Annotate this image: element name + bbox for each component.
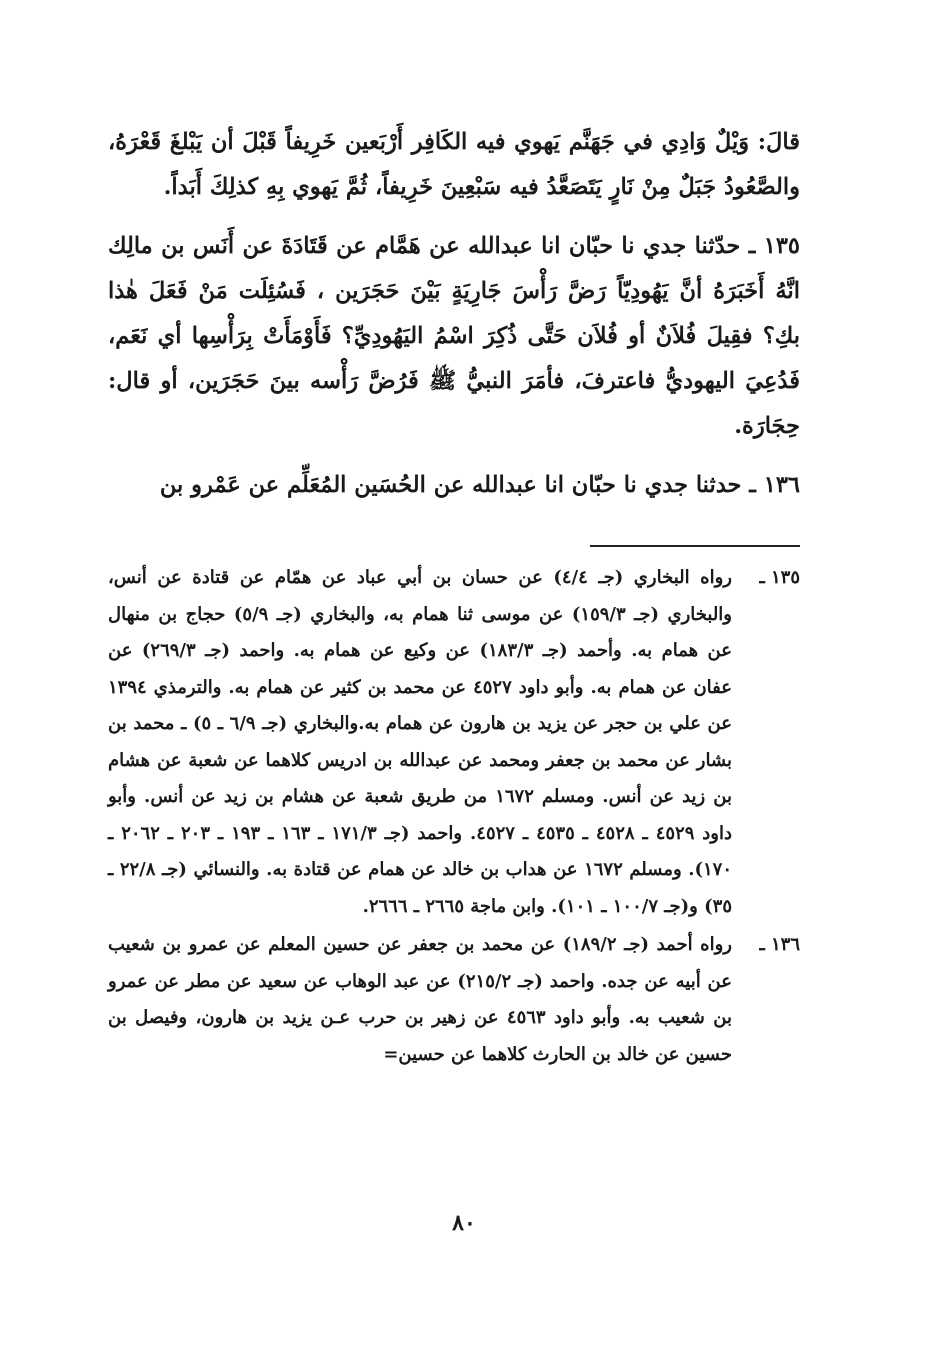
footnotes	[108, 560, 800, 1073]
footnote-text: رواه أحمد (جـ ١٨٩/٢) عن محمد بن جعفر عن حسين المعلم عن عمرو بن شعيب عن أبيه عن جده. واحمد (جـ ٢١٥/٢) عن عبد الوهاب عن سعيد عن مطر عن عمرو بن شعيب به. وأبو داود ٤٥٦٣ عن زهير بن حرب عـن يزيد بن هارون، وفيصل بن حسين عن خالد بن الحارث كلاهما عن حسين=	[108, 934, 732, 1065]
page-number: ٨٠	[452, 1210, 476, 1236]
footnote-number: ١٣٦ ـ	[759, 934, 800, 955]
paragraph-continuation	[108, 120, 800, 210]
paragraph-text: حدّثنا جدي نا حبّان انا عبدالله عن هَمَّام عن قَتَادَةَ عن أَنَس بن مالِك انَّهُ أَخَبَرَهُ أنَّ يَهُودِيّاً رَضَّ رَأْسَ جَارِيَةٍ بَيْنَ حَجَرَين ، فَسُئِلَت مَنْ فَعَلَ هٰذا بكِ؟ فقِيلَ فُلاَنٌ أو فُلاَن حَتَّى ذُكِرَ اسْمُ اليَهُودِيِّ؟ فَأَوْمَأَتْ بِرَأْسِها أي نَعَم، فَدُعِيَ اليهوديُّ فاعترفَ، فأمَرَ النبيُّ ﷺ فَرُضَّ رَأْسه بينَ حَجَرَين، أو قال: حِجَارَة.	[108, 233, 800, 439]
paragraph-hadith-135	[108, 224, 800, 449]
footnote-number: ١٣٥ ـ	[759, 567, 800, 588]
main-text	[108, 120, 800, 522]
hadith-number: ١٣٥ ـ	[748, 233, 800, 259]
paragraph-text: قالَ: وَيْلٌ وَادِي في جَهَنَّم يَهوي فيه الكَافِر أَرْبَعين خَرِيفاً قَبْلَ أن يَبْلغَ قَعْرَهُ، والصَّعُودُ جَبَلٌ مِنْ نَارٍ يَتَصَعَّدُ فيه سَبْعِينَ خَرِيفاً، ثُمَّ يَهوي بِهِ كذلِكَ أَبَداً.	[108, 129, 800, 200]
footnote-text: رواه البخاري (جـ ٤/٤) عن حسان بن أبي عباد عن همّام عن قتادة عن أنس، والبخاري (جـ ١٥٩/٣) عن موسى ثنا همام به، والبخاري (جـ ٥/٩) حجاج بن منهال عن همام به. وأحمد (جـ ١٨٣/٣) عن وكيع عن همام به. واحمد (جـ ٢٦٩/٣) عن عفان عن همام به. وأبو داود ٤٥٢٧ عن محمد بن كثير عن همام به. والترمذي ١٣٩٤ عن علي بن حجر عن يزيد بن هارون عن همام به.والبخاري (جـ ٦/٩ ـ ٥) ـ محمد بن بشار عن محمد بن جعفر ومحمد عن عبدالله بن ادريس كلاهما عن شعبة عن هشام بن زيد عن أنس. ومسلم ١٦٧٢ من طريق شعبة عن هشام بن زيد عن أنس. وأبو داود ٤٥٢٩ ـ ٤٥٢٨ ـ ٤٥٣٥ ـ ٤٥٢٧. واحمد (جـ ١٧١/٣ ـ ١٦٣ ـ ١٩٣ ـ ٢٠٣ ـ ٢٠٦٢ ـ ١٧٠). ومسلم ١٦٧٢ عن هداب بن خالد عن همام عن قتادة به. والنسائي (جـ ٢٢/٨ ـ ٣٥) و(جـ ١٠٠/٧ ـ ١٠١). وابن ماجة ٢٦٦٥ ـ ٢٦٦٦.	[108, 567, 733, 917]
hadith-number: ١٣٦ ـ	[749, 472, 800, 498]
footnote-separator	[590, 545, 800, 547]
footnote-136	[108, 927, 800, 1073]
footnote-135	[108, 560, 800, 925]
paragraph-hadith-136	[108, 463, 800, 508]
paragraph-text: حدثنا جدي نا حبّان انا عبدالله عن الحُسَين المُعَلِّم عن عَمْرو بن	[159, 472, 742, 498]
